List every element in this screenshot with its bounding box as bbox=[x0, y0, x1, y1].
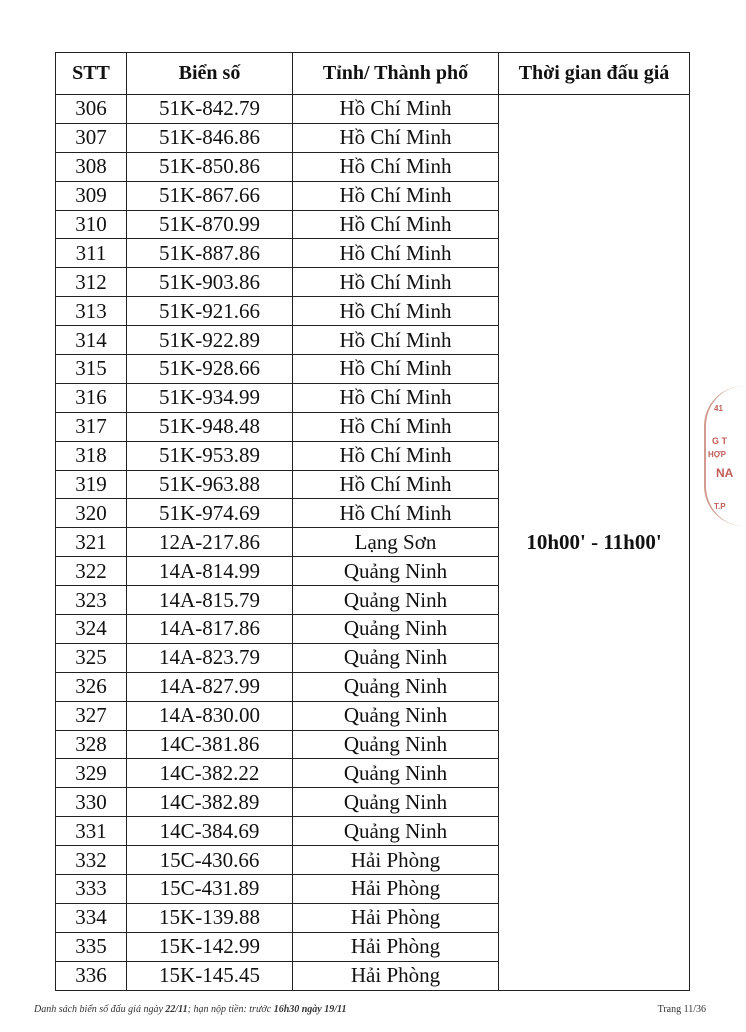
cell-plate: 51K-922.89 bbox=[127, 326, 293, 355]
cell-province: Lạng Sơn bbox=[293, 528, 499, 557]
cell-plate: 15K-145.45 bbox=[127, 961, 293, 990]
cell-stt: 307 bbox=[56, 123, 127, 152]
stamp-line: G T bbox=[712, 436, 727, 446]
cell-stt: 309 bbox=[56, 181, 127, 210]
cell-province: Quảng Ninh bbox=[293, 643, 499, 672]
cell-stt: 315 bbox=[56, 355, 127, 384]
cell-plate: 14A-814.99 bbox=[127, 557, 293, 586]
cell-stt: 330 bbox=[56, 788, 127, 817]
cell-plate: 51K-887.86 bbox=[127, 239, 293, 268]
cell-stt: 329 bbox=[56, 759, 127, 788]
cell-province: Quảng Ninh bbox=[293, 586, 499, 615]
cell-stt: 319 bbox=[56, 470, 127, 499]
cell-province: Hồ Chí Minh bbox=[293, 123, 499, 152]
cell-province: Hồ Chí Minh bbox=[293, 355, 499, 384]
header-province: Tỉnh/ Thành phố bbox=[293, 53, 499, 95]
table-header-row bbox=[56, 53, 690, 95]
cell-stt: 308 bbox=[56, 152, 127, 181]
cell-stt: 331 bbox=[56, 817, 127, 846]
cell-plate: 14C-381.86 bbox=[127, 730, 293, 759]
cell-plate: 14C-382.22 bbox=[127, 759, 293, 788]
cell-plate: 15C-430.66 bbox=[127, 846, 293, 875]
cell-stt: 334 bbox=[56, 903, 127, 932]
header-time: Thời gian đấu giá bbox=[499, 53, 690, 95]
cell-stt: 332 bbox=[56, 846, 127, 875]
cell-province: Quảng Ninh bbox=[293, 701, 499, 730]
cell-province: Hồ Chí Minh bbox=[293, 441, 499, 470]
header-stt: STT bbox=[56, 53, 127, 95]
cell-stt: 321 bbox=[56, 528, 127, 557]
cell-stt: 312 bbox=[56, 268, 127, 297]
cell-stt: 324 bbox=[56, 615, 127, 644]
cell-stt: 335 bbox=[56, 932, 127, 961]
stamp-line: HỢP bbox=[708, 450, 726, 459]
cell-province: Hồ Chí Minh bbox=[293, 326, 499, 355]
cell-stt: 322 bbox=[56, 557, 127, 586]
cell-stt: 306 bbox=[56, 95, 127, 124]
cell-plate: 51K-870.99 bbox=[127, 210, 293, 239]
cell-stt: 325 bbox=[56, 643, 127, 672]
footer-date: 22/11 bbox=[165, 1004, 188, 1015]
cell-plate: 15K-142.99 bbox=[127, 932, 293, 961]
cell-plate: 12A-217.86 bbox=[127, 528, 293, 557]
header-plate: Biển số bbox=[127, 53, 293, 95]
cell-plate: 51K-903.86 bbox=[127, 268, 293, 297]
footer-prefix: Danh sách biển số đấu giá ngày bbox=[34, 1004, 163, 1015]
cell-stt: 327 bbox=[56, 701, 127, 730]
cell-stt: 323 bbox=[56, 586, 127, 615]
cell-plate: 51K-928.66 bbox=[127, 355, 293, 384]
cell-province: Quảng Ninh bbox=[293, 730, 499, 759]
cell-province: Hồ Chí Minh bbox=[293, 181, 499, 210]
cell-province: Hồ Chí Minh bbox=[293, 239, 499, 268]
cell-stt: 313 bbox=[56, 297, 127, 326]
cell-province: Hồ Chí Minh bbox=[293, 412, 499, 441]
stamp-line: T.P bbox=[714, 502, 726, 511]
cell-plate: 51K-867.66 bbox=[127, 181, 293, 210]
footer-middle: ; hạn nộp tiền: trước bbox=[187, 1004, 272, 1015]
cell-plate: 51K-921.66 bbox=[127, 297, 293, 326]
cell-plate: 51K-842.79 bbox=[127, 95, 293, 124]
cell-province: Quảng Ninh bbox=[293, 788, 499, 817]
cell-province: Quảng Ninh bbox=[293, 817, 499, 846]
cell-province: Quảng Ninh bbox=[293, 557, 499, 586]
cell-plate: 14C-382.89 bbox=[127, 788, 293, 817]
cell-stt: 314 bbox=[56, 326, 127, 355]
cell-plate: 51K-963.88 bbox=[127, 470, 293, 499]
cell-stt: 310 bbox=[56, 210, 127, 239]
cell-plate: 14C-384.69 bbox=[127, 817, 293, 846]
stamp-line: NA bbox=[716, 466, 734, 480]
cell-stt: 318 bbox=[56, 441, 127, 470]
table-body bbox=[56, 95, 690, 991]
cell-province: Hồ Chí Minh bbox=[293, 152, 499, 181]
cell-province: Hồ Chí Minh bbox=[293, 470, 499, 499]
cell-province: Quảng Ninh bbox=[293, 759, 499, 788]
cell-plate: 14A-823.79 bbox=[127, 643, 293, 672]
plate-auction-table bbox=[55, 52, 690, 991]
cell-stt: 333 bbox=[56, 875, 127, 904]
cell-province: Hồ Chí Minh bbox=[293, 383, 499, 412]
page-number: Trang 11/36 bbox=[657, 1004, 706, 1015]
footer-deadline: 16h30 ngày 19/11 bbox=[273, 1004, 347, 1015]
cell-province: Hồ Chí Minh bbox=[293, 268, 499, 297]
cell-stt: 320 bbox=[56, 499, 127, 528]
cell-plate: 51K-948.48 bbox=[127, 412, 293, 441]
cell-stt: 328 bbox=[56, 730, 127, 759]
cell-province: Hồ Chí Minh bbox=[293, 297, 499, 326]
stamp-fragment bbox=[704, 386, 746, 526]
cell-plate: 51K-953.89 bbox=[127, 441, 293, 470]
cell-plate: 51K-974.69 bbox=[127, 499, 293, 528]
cell-plate: 15C-431.89 bbox=[127, 875, 293, 904]
cell-plate: 14A-827.99 bbox=[127, 672, 293, 701]
footer-note bbox=[34, 1004, 346, 1015]
cell-province: Hồ Chí Minh bbox=[293, 95, 499, 124]
stamp-line: 41 bbox=[714, 404, 723, 413]
cell-plate: 14A-815.79 bbox=[127, 586, 293, 615]
cell-province: Quảng Ninh bbox=[293, 615, 499, 644]
cell-province: Hải Phòng bbox=[293, 846, 499, 875]
cell-province: Quảng Ninh bbox=[293, 672, 499, 701]
cell-province: Hồ Chí Minh bbox=[293, 210, 499, 239]
cell-stt: 326 bbox=[56, 672, 127, 701]
cell-auction-time: 10h00' - 11h00' bbox=[499, 95, 690, 991]
cell-plate: 51K-934.99 bbox=[127, 383, 293, 412]
cell-plate: 51K-846.86 bbox=[127, 123, 293, 152]
cell-plate: 14A-817.86 bbox=[127, 615, 293, 644]
cell-province: Hải Phòng bbox=[293, 875, 499, 904]
cell-plate: 51K-850.86 bbox=[127, 152, 293, 181]
cell-stt: 316 bbox=[56, 383, 127, 412]
cell-province: Hồ Chí Minh bbox=[293, 499, 499, 528]
table-row bbox=[56, 95, 690, 124]
cell-stt: 336 bbox=[56, 961, 127, 990]
cell-stt: 317 bbox=[56, 412, 127, 441]
cell-plate: 15K-139.88 bbox=[127, 903, 293, 932]
cell-plate: 14A-830.00 bbox=[127, 701, 293, 730]
cell-province: Hải Phòng bbox=[293, 961, 499, 990]
cell-province: Hải Phòng bbox=[293, 932, 499, 961]
cell-province: Hải Phòng bbox=[293, 903, 499, 932]
cell-stt: 311 bbox=[56, 239, 127, 268]
